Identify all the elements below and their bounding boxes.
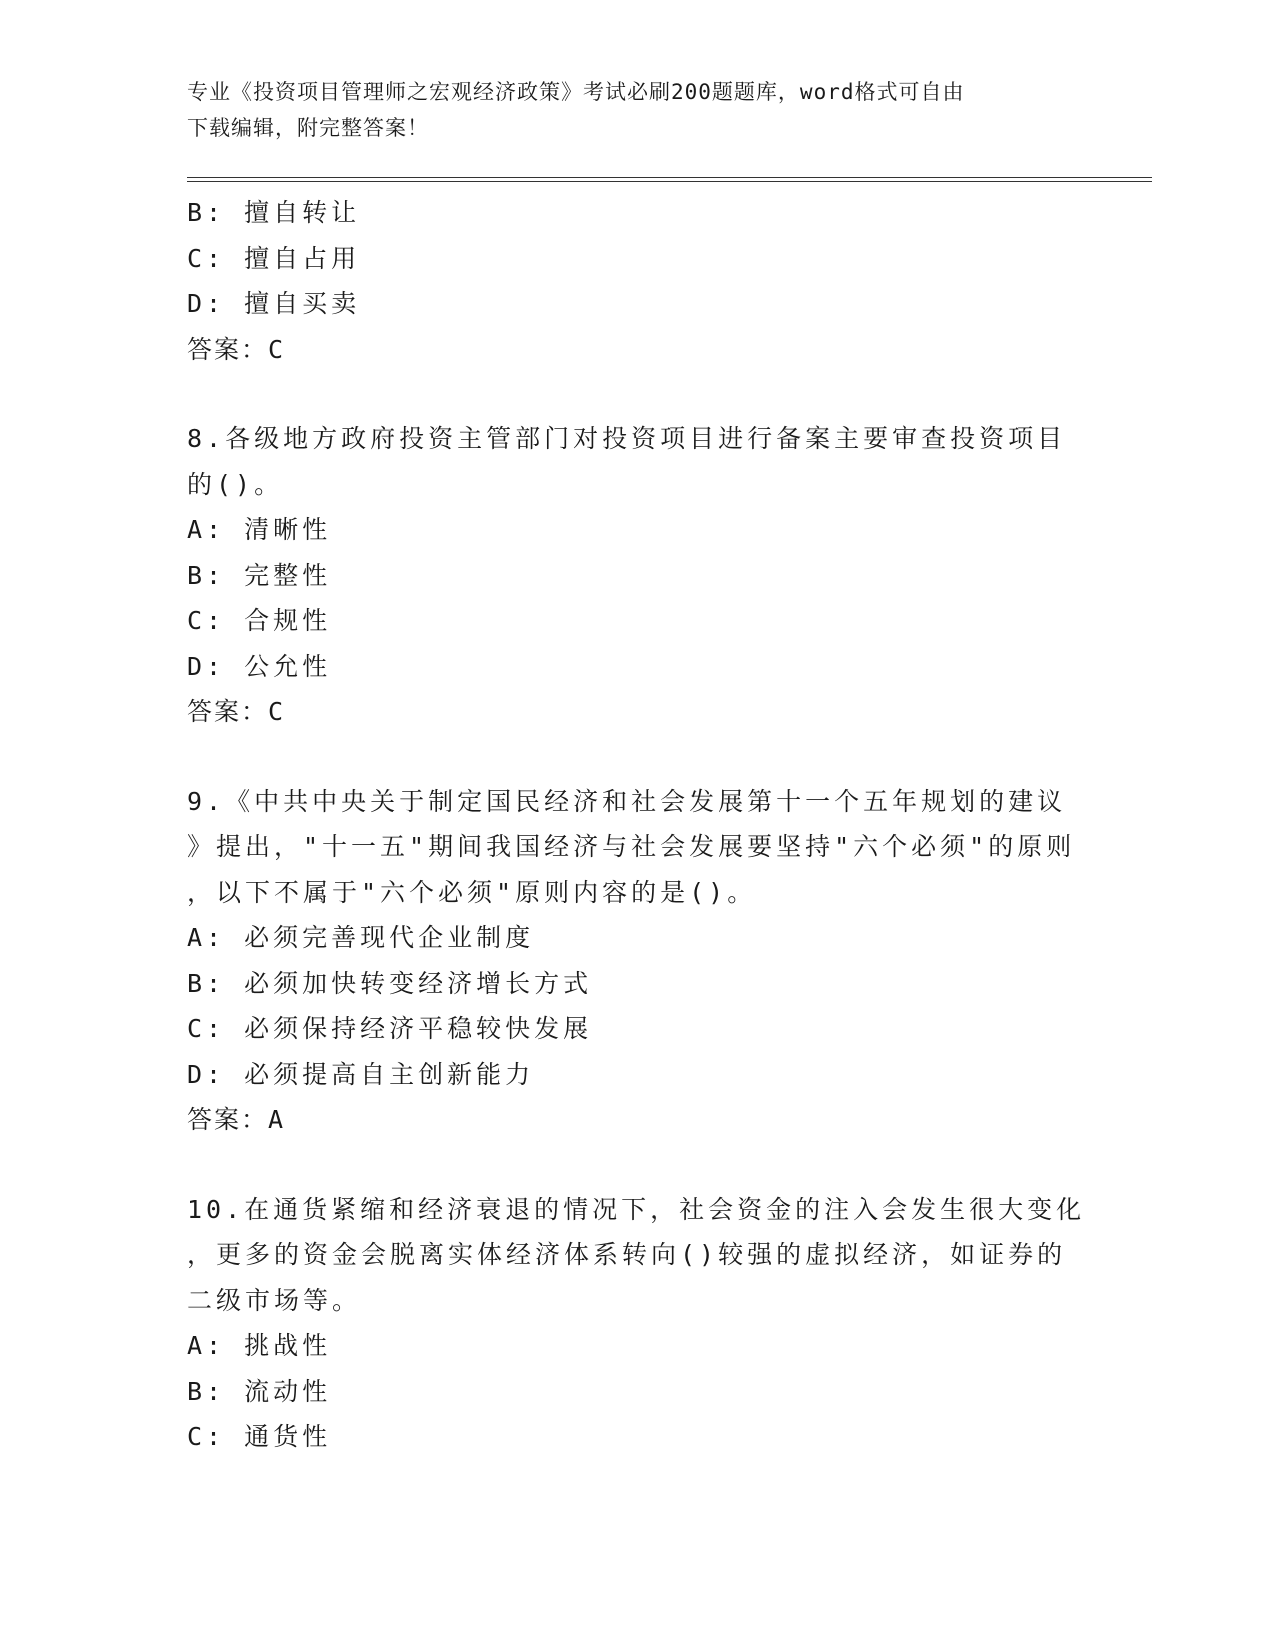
- option-b: B: 必须加快转变经济增长方式: [187, 968, 593, 998]
- option-b: B: 擅自转让: [187, 198, 361, 227]
- option-c: C: 擅自占用: [187, 243, 361, 273]
- question-text-line: 8.各级地方政府投资主管部门对投资项目进行备案主要审查投资项目: [187, 424, 1067, 453]
- question-text-line: 9.《中共中央关于制定国民经济和社会发展第十一个五年规划的建议: [187, 786, 1067, 816]
- option-c: C: 通货性: [187, 1422, 332, 1451]
- answer-line: [187, 689, 1087, 735]
- option-d: D: 必须提高自主创新能力: [187, 1059, 535, 1089]
- question-text-line: ，以下不属于"六个必须"原则内容的是()。: [187, 877, 757, 907]
- option-d: D: 擅自买卖: [187, 289, 361, 318]
- answer-label: 答案：: [187, 334, 269, 364]
- option-a: A: 清晰性: [187, 515, 332, 544]
- question-9: [187, 779, 1087, 1143]
- answer-value: C: [268, 334, 284, 364]
- question-text-line: 二级市场等。: [187, 1285, 362, 1315]
- answer-label: 答案：: [187, 1105, 269, 1134]
- option-a: A: 挑战性: [187, 1331, 332, 1360]
- header-divider: [187, 177, 1152, 182]
- question-list: [187, 190, 1087, 1460]
- option-c: C: 必须保持经济平稳较快发展: [187, 1014, 593, 1043]
- option-d: D: 公允性: [187, 651, 332, 681]
- question-10: [187, 1187, 1087, 1460]
- question-8: [187, 416, 1087, 735]
- header-line-2: 下载编辑，附完整答案！: [187, 116, 429, 140]
- question-text-line: 10.在通货紧缩和经济衰退的情况下，社会资金的注入会发生很大变化: [187, 1194, 1086, 1224]
- question-text-line: ，更多的资金会脱离实体经济体系转向()较强的虚拟经济，如证券的: [187, 1240, 1067, 1269]
- header-line-1: 专业《投资项目管理师之宏观经济政策》考试必刷200题题库，word格式可自由: [187, 80, 965, 104]
- spacer: [187, 1143, 1087, 1187]
- question-text-line: 》提出，"十一五"期间我国经济与社会发展要坚持"六个必须"的原则: [187, 832, 1076, 861]
- option-c: C: 合规性: [187, 606, 332, 635]
- spacer: [187, 372, 1087, 416]
- question-text-line: 的()。: [187, 469, 284, 499]
- answer-line: [187, 327, 1087, 373]
- answer-value: C: [268, 697, 284, 726]
- answer-value: A: [268, 1105, 284, 1134]
- answer-line: [187, 1097, 1087, 1143]
- question-7-continuation: [187, 190, 1087, 372]
- answer-label: 答案：: [187, 697, 269, 726]
- document-header: [187, 74, 1067, 146]
- option-b: B: 流动性: [187, 1376, 332, 1406]
- option-a: A: 必须完善现代企业制度: [187, 923, 535, 952]
- spacer: [187, 735, 1087, 779]
- option-b: B: 完整性: [187, 560, 332, 590]
